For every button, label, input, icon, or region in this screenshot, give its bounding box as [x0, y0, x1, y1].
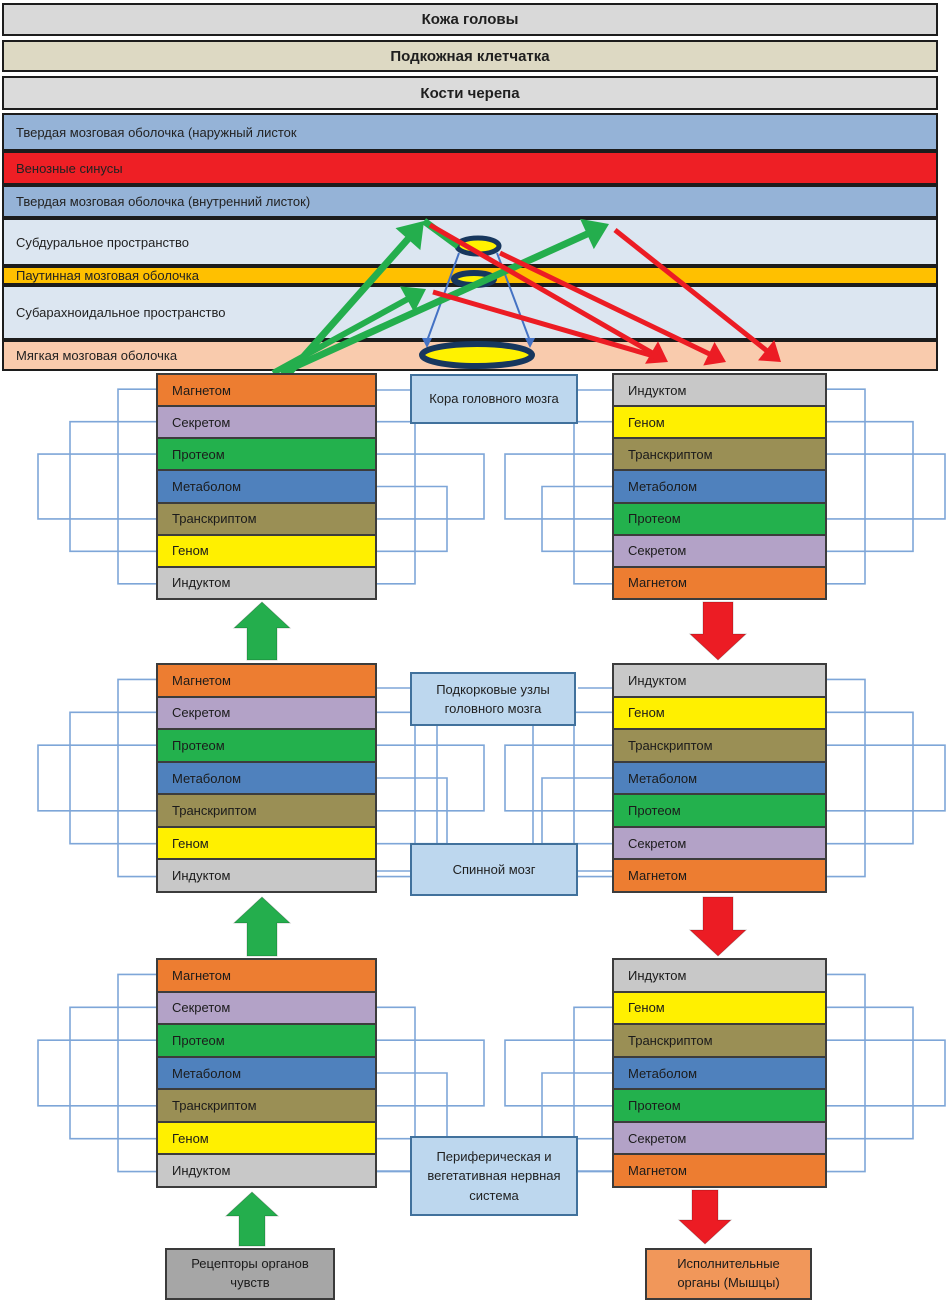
omics-row: Транскриптом [612, 728, 827, 763]
pair-bracket [827, 712, 913, 843]
descending-block-arrow [690, 897, 746, 956]
pair-bracket [827, 422, 913, 552]
pair-bracket [827, 1040, 945, 1106]
omics-row: Магнетом [156, 663, 377, 698]
omics-row: Секретом [612, 1121, 827, 1156]
pair-bracket [38, 454, 156, 519]
omics-row: Секретом [612, 826, 827, 861]
omics-row: Транскриптом [612, 1023, 827, 1058]
omics-row: Транскриптом [156, 793, 377, 828]
pair-bracket [574, 1007, 612, 1171]
omics-row: Индуктом [156, 1153, 377, 1188]
pair-bracket [505, 1040, 612, 1106]
omics-row: Геном [612, 991, 827, 1026]
omics-row: Индуктом [612, 373, 827, 407]
pair-bracket [377, 1040, 484, 1106]
ascending-block-arrow [226, 1192, 278, 1246]
omics-row: Индуктом [612, 958, 827, 993]
layer-band-arachnoid: Паутинная мозговая оболочка [2, 266, 938, 285]
omics-row: Магнетом [612, 566, 827, 600]
pair-bracket [574, 712, 612, 876]
pair-bracket [574, 422, 612, 584]
pair-bracket [377, 454, 484, 519]
omics-row: Транскриптом [156, 502, 377, 536]
omics-row: Метаболом [612, 469, 827, 503]
pair-bracket [38, 1040, 156, 1106]
omics-stack-cortex-right [612, 373, 827, 600]
omics-stack-peripheral-right [612, 958, 827, 1188]
pair-bracket [38, 745, 156, 811]
pair-bracket [118, 679, 156, 876]
label-peripheral-nervous-system: Периферическая и вегетативная нервная система [410, 1136, 578, 1216]
omics-row: Геном [612, 405, 827, 439]
layer-band-skull: Кости черепа [2, 76, 938, 110]
omics-row: Геном [156, 826, 377, 861]
omics-row: Геном [612, 696, 827, 731]
descending-block-arrow [679, 1190, 731, 1244]
pair-bracket [70, 1007, 156, 1138]
effectors-box: Исполнительные органы (Мышцы) [645, 1248, 812, 1300]
pair-bracket [377, 1073, 447, 1139]
pair-bracket [118, 389, 156, 584]
omics-row: Секретом [156, 991, 377, 1026]
pair-bracket [827, 454, 945, 519]
omics-row: Протеом [612, 793, 827, 828]
pair-bracket [827, 679, 865, 876]
omics-row: Секретом [156, 696, 377, 731]
omics-row: Магнетом [612, 1153, 827, 1188]
omics-row: Метаболом [156, 1056, 377, 1091]
ascending-block-arrow [234, 897, 290, 956]
pair-bracket [377, 487, 447, 552]
omics-stack-cortex-left [156, 373, 377, 600]
omics-stack-subcortical-right [612, 663, 827, 893]
pair-bracket [377, 745, 484, 811]
omics-row: Магнетом [612, 858, 827, 893]
omics-row: Протеом [156, 728, 377, 763]
pair-bracket [505, 745, 612, 811]
omics-row: Секретом [612, 534, 827, 568]
omics-row: Протеом [612, 1088, 827, 1123]
omics-row: Протеом [156, 1023, 377, 1058]
omics-row: Геном [156, 1121, 377, 1156]
omics-row: Магнетом [156, 373, 377, 407]
omics-row: Индуктом [156, 566, 377, 600]
pair-bracket [827, 745, 945, 811]
omics-row: Транскриптом [612, 437, 827, 471]
omics-row: Геном [156, 534, 377, 568]
layer-band-subcutis: Подкожная клетчатка [2, 40, 938, 72]
pair-bracket [118, 974, 156, 1171]
omics-row: Протеом [156, 437, 377, 471]
label-subcortical: Подкорковые узлы головного мозга [410, 672, 576, 726]
layer-band-dura-outer: Твердая мозговая оболочка (наружный листок [2, 113, 938, 151]
pair-bracket [542, 778, 612, 844]
layer-band-pia: Мягкая мозговая оболочка [2, 340, 938, 371]
pair-bracket [377, 422, 415, 584]
layer-band-venous-sinus: Венозные синусы [2, 151, 938, 185]
omics-row: Метаболом [612, 1056, 827, 1091]
pair-bracket [505, 454, 612, 519]
omics-row: Магнетом [156, 958, 377, 993]
omics-row: Протеом [612, 502, 827, 536]
descending-block-arrow [690, 602, 746, 660]
pair-bracket [827, 1007, 913, 1138]
receptors-box: Рецепторы органов чувств [165, 1248, 335, 1300]
ascending-block-arrow [234, 602, 290, 660]
layer-band-dura-inner: Твердая мозговая оболочка (внутренний листок) [2, 185, 938, 218]
omics-row: Индуктом [156, 858, 377, 893]
pair-bracket [827, 974, 865, 1171]
omics-row: Индуктом [612, 663, 827, 698]
pair-bracket [827, 389, 865, 584]
pair-bracket [70, 712, 156, 843]
omics-row: Метаболом [156, 761, 377, 796]
omics-row: Транскриптом [156, 1088, 377, 1123]
label-cortex: Кора головного мозга [410, 374, 578, 424]
omics-stack-subcortical-left [156, 663, 377, 893]
pair-bracket [377, 778, 447, 844]
omics-row: Секретом [156, 405, 377, 439]
pair-bracket [542, 1073, 612, 1139]
label-spinal-cord: Спинной мозг [410, 843, 578, 896]
omics-row: Метаболом [612, 761, 827, 796]
omics-row: Метаболом [156, 469, 377, 503]
layer-band-scalp: Кожа головы [2, 3, 938, 36]
pair-bracket [70, 422, 156, 552]
pair-bracket [542, 487, 612, 552]
layer-band-subarachnoid: Субарахноидальное пространство [2, 285, 938, 340]
omics-stack-peripheral-left [156, 958, 377, 1188]
layer-band-subdural: Субдуральное пространство [2, 218, 938, 266]
